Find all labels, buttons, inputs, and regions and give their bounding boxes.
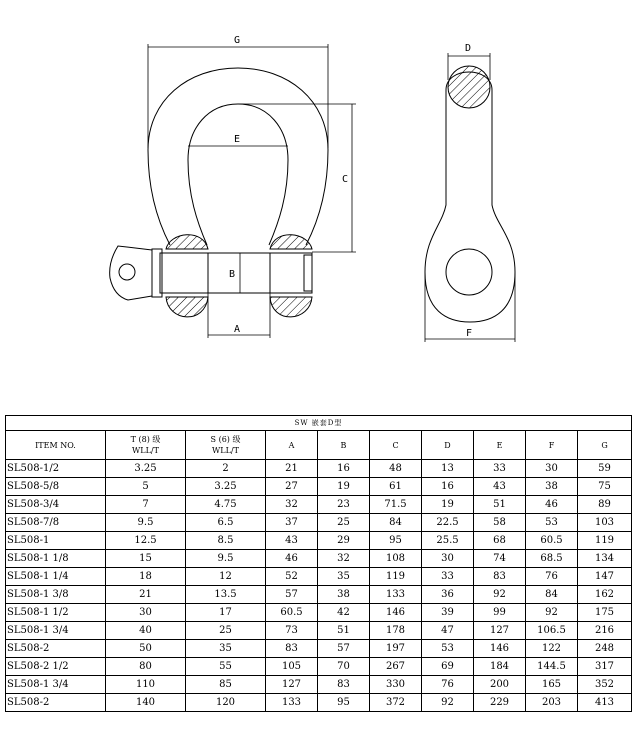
table-cell: 95 — [370, 532, 422, 550]
column-header-label: F — [548, 440, 555, 450]
dim-label-f: F — [466, 328, 473, 339]
table-row — [6, 604, 632, 622]
shackle-pin — [160, 253, 312, 293]
table-cell: 76 — [422, 676, 474, 694]
column-header-unit: WLL/T — [132, 446, 159, 455]
column-header — [318, 431, 370, 460]
table-cell: 248 — [578, 640, 632, 658]
shackle-bow-inner — [188, 104, 288, 245]
table-cell: 317 — [578, 658, 632, 676]
table-cell: 58 — [474, 514, 526, 532]
table-cell: 42 — [318, 604, 370, 622]
table-cell: 134 — [578, 550, 632, 568]
table-cell: 120 — [186, 694, 266, 712]
column-header — [526, 431, 578, 460]
column-header-label: E — [496, 440, 503, 450]
left-eye-section — [166, 297, 208, 317]
table-cell: 99 — [474, 604, 526, 622]
table-cell: 21 — [106, 586, 186, 604]
table-cell: 50 — [106, 640, 186, 658]
table-cell: 83 — [266, 640, 318, 658]
table-cell: 133 — [370, 586, 422, 604]
table-row — [6, 514, 632, 532]
table-cell: 35 — [186, 640, 266, 658]
table-cell: 119 — [370, 568, 422, 586]
table-cell: 5 — [106, 478, 186, 496]
table-cell: 146 — [370, 604, 422, 622]
table-cell: 146 — [474, 640, 526, 658]
pin-tab — [110, 246, 152, 300]
table-cell: 103 — [578, 514, 632, 532]
column-header — [578, 431, 632, 460]
dim-label-g: G — [234, 35, 241, 46]
right-leg-section — [270, 235, 312, 249]
side-view-hole — [446, 249, 492, 295]
table-cell: 51 — [474, 496, 526, 514]
table-cell: 92 — [422, 694, 474, 712]
table-cell: 48 — [370, 460, 422, 478]
item-number-cell: SL508-1 3/4 — [6, 622, 106, 640]
table-cell: 46 — [526, 496, 578, 514]
item-number-cell: SL508-7/8 — [6, 514, 106, 532]
table-cell: 162 — [578, 586, 632, 604]
table-cell: 127 — [474, 622, 526, 640]
table-cell: 184 — [474, 658, 526, 676]
table-cell: 71.5 — [370, 496, 422, 514]
table-cell: 178 — [370, 622, 422, 640]
table-cell: 84 — [526, 586, 578, 604]
item-number-cell: SL508-3/4 — [6, 496, 106, 514]
shackle-bow-outer — [148, 68, 328, 245]
table-cell: 55 — [186, 658, 266, 676]
table-cell: 133 — [266, 694, 318, 712]
column-header-label: B — [340, 440, 347, 450]
table-cell: 229 — [474, 694, 526, 712]
item-number-cell: SL508-1 — [6, 532, 106, 550]
table-cell: 92 — [526, 604, 578, 622]
table-cell: 13.5 — [186, 586, 266, 604]
table-cell: 59 — [578, 460, 632, 478]
table-title: SW 嵌套D型 — [6, 416, 632, 431]
table-cell: 197 — [370, 640, 422, 658]
column-header — [422, 431, 474, 460]
table-cell: 30 — [106, 604, 186, 622]
table-cell: 73 — [266, 622, 318, 640]
table-cell: 22.5 — [422, 514, 474, 532]
table-cell: 89 — [578, 496, 632, 514]
table-cell: 38 — [526, 478, 578, 496]
table-cell: 46 — [266, 550, 318, 568]
table-row — [6, 568, 632, 586]
table-cell: 372 — [370, 694, 422, 712]
table-cell: 9.5 — [186, 550, 266, 568]
side-view-outline — [425, 72, 515, 322]
table-cell: 84 — [370, 514, 422, 532]
table-cell: 60.5 — [526, 532, 578, 550]
column-header — [186, 431, 266, 460]
table-cell: 39 — [422, 604, 474, 622]
table-cell: 25 — [186, 622, 266, 640]
table-cell: 32 — [318, 550, 370, 568]
table-cell: 47 — [422, 622, 474, 640]
table-cell: 85 — [186, 676, 266, 694]
table-cell: 52 — [266, 568, 318, 586]
table-cell: 8.5 — [186, 532, 266, 550]
table-cell: 25 — [318, 514, 370, 532]
table-cell: 13 — [422, 460, 474, 478]
table-cell: 2 — [186, 460, 266, 478]
table-cell: 68 — [474, 532, 526, 550]
table-cell: 12 — [186, 568, 266, 586]
table-cell: 32 — [266, 496, 318, 514]
table-cell: 3.25 — [106, 460, 186, 478]
table-cell: 18 — [106, 568, 186, 586]
table-cell: 68.5 — [526, 550, 578, 568]
column-header — [266, 431, 318, 460]
table-cell: 165 — [526, 676, 578, 694]
table-row — [6, 496, 632, 514]
column-header-label: S (6) 级 — [210, 435, 241, 444]
item-number-cell: SL508-1 1/2 — [6, 604, 106, 622]
table-cell: 16 — [422, 478, 474, 496]
item-number-cell: SL508-2 — [6, 640, 106, 658]
table-cell: 200 — [474, 676, 526, 694]
table-cell: 40 — [106, 622, 186, 640]
column-header-label: ITEM NO. — [35, 440, 76, 450]
table-cell: 83 — [318, 676, 370, 694]
table-cell: 12.5 — [106, 532, 186, 550]
column-header-label: A — [288, 440, 295, 450]
table-cell: 144.5 — [526, 658, 578, 676]
table-cell: 352 — [578, 676, 632, 694]
table-cell: 27 — [266, 478, 318, 496]
table-cell: 37 — [266, 514, 318, 532]
table-cell: 127 — [266, 676, 318, 694]
item-number-cell: SL508-1 3/8 — [6, 586, 106, 604]
table-row — [6, 658, 632, 676]
table-cell: 80 — [106, 658, 186, 676]
column-header-label: C — [392, 440, 399, 450]
table-cell: 19 — [422, 496, 474, 514]
table-cell: 108 — [370, 550, 422, 568]
table-cell: 70 — [318, 658, 370, 676]
column-header — [370, 431, 422, 460]
table-body — [6, 460, 632, 712]
item-number-cell: SL508-1/2 — [6, 460, 106, 478]
table-cell: 30 — [526, 460, 578, 478]
table-cell: 74 — [474, 550, 526, 568]
table-row — [6, 694, 632, 712]
item-number-cell: SL508-1 1/4 — [6, 568, 106, 586]
column-header-label: G — [601, 440, 608, 450]
table-cell: 23 — [318, 496, 370, 514]
table-cell: 61 — [370, 478, 422, 496]
table-cell: 95 — [318, 694, 370, 712]
table-cell: 6.5 — [186, 514, 266, 532]
table-cell: 43 — [266, 532, 318, 550]
shackle-side-view — [425, 66, 515, 322]
table-cell: 69 — [422, 658, 474, 676]
table-cell: 16 — [318, 460, 370, 478]
table-cell: 9.5 — [106, 514, 186, 532]
dim-label-b: B — [229, 269, 236, 280]
item-number-cell: SL508-2 1/2 — [6, 658, 106, 676]
table-cell: 57 — [266, 586, 318, 604]
dim-label-c: C — [342, 174, 349, 185]
column-header-unit: WLL/T — [212, 446, 239, 455]
column-header — [6, 431, 106, 460]
column-header-label: D — [444, 440, 451, 450]
table-header-row — [6, 431, 632, 460]
table-cell: 267 — [370, 658, 422, 676]
table-cell: 53 — [422, 640, 474, 658]
table-cell: 36 — [422, 586, 474, 604]
table-cell: 106.5 — [526, 622, 578, 640]
dim-label-d: D — [465, 43, 472, 54]
shackle-spec-table — [5, 415, 632, 712]
column-header-label: T (8) 级 — [130, 435, 161, 444]
table-cell: 33 — [474, 460, 526, 478]
table-cell: 216 — [578, 622, 632, 640]
table-row — [6, 550, 632, 568]
item-number-cell: SL508-5/8 — [6, 478, 106, 496]
table-row — [6, 676, 632, 694]
item-number-cell: SL508-1 1/8 — [6, 550, 106, 568]
table-row — [6, 460, 632, 478]
table-cell: 15 — [106, 550, 186, 568]
table-cell: 7 — [106, 496, 186, 514]
table-cell: 25.5 — [422, 532, 474, 550]
table-cell: 29 — [318, 532, 370, 550]
table-row — [6, 586, 632, 604]
table-cell: 30 — [422, 550, 474, 568]
table-cell: 330 — [370, 676, 422, 694]
table-cell: 21 — [266, 460, 318, 478]
item-number-cell: SL508-2 — [6, 694, 106, 712]
table-cell: 122 — [526, 640, 578, 658]
table-cell: 60.5 — [266, 604, 318, 622]
table-cell: 92 — [474, 586, 526, 604]
table-cell: 83 — [474, 568, 526, 586]
table-cell: 147 — [578, 568, 632, 586]
dim-label-e: E — [234, 134, 241, 145]
table-cell: 119 — [578, 532, 632, 550]
table-cell: 413 — [578, 694, 632, 712]
table-cell: 43 — [474, 478, 526, 496]
pin-tab-hole — [119, 264, 135, 280]
column-header — [474, 431, 526, 460]
table-cell: 75 — [578, 478, 632, 496]
shackle-front-view — [110, 68, 328, 317]
table-cell: 203 — [526, 694, 578, 712]
table-cell: 53 — [526, 514, 578, 532]
table-cell: 105 — [266, 658, 318, 676]
table-cell: 35 — [318, 568, 370, 586]
table-cell: 19 — [318, 478, 370, 496]
table-row — [6, 478, 632, 496]
table-row — [6, 640, 632, 658]
table-cell: 4.75 — [186, 496, 266, 514]
table-cell: 175 — [578, 604, 632, 622]
dim-label-a: A — [234, 324, 241, 335]
table-cell: 140 — [106, 694, 186, 712]
table-cell: 3.25 — [186, 478, 266, 496]
table-cell: 76 — [526, 568, 578, 586]
table-cell: 17 — [186, 604, 266, 622]
table-cell: 38 — [318, 586, 370, 604]
side-view-section — [448, 66, 490, 108]
column-header — [106, 431, 186, 460]
right-eye-section — [270, 297, 312, 317]
table-row — [6, 622, 632, 640]
left-leg-section — [166, 235, 208, 249]
item-number-cell: SL508-1 3/4 — [6, 676, 106, 694]
table-cell: 33 — [422, 568, 474, 586]
table-row — [6, 532, 632, 550]
table-cell: 57 — [318, 640, 370, 658]
table-cell: 110 — [106, 676, 186, 694]
table-cell: 51 — [318, 622, 370, 640]
